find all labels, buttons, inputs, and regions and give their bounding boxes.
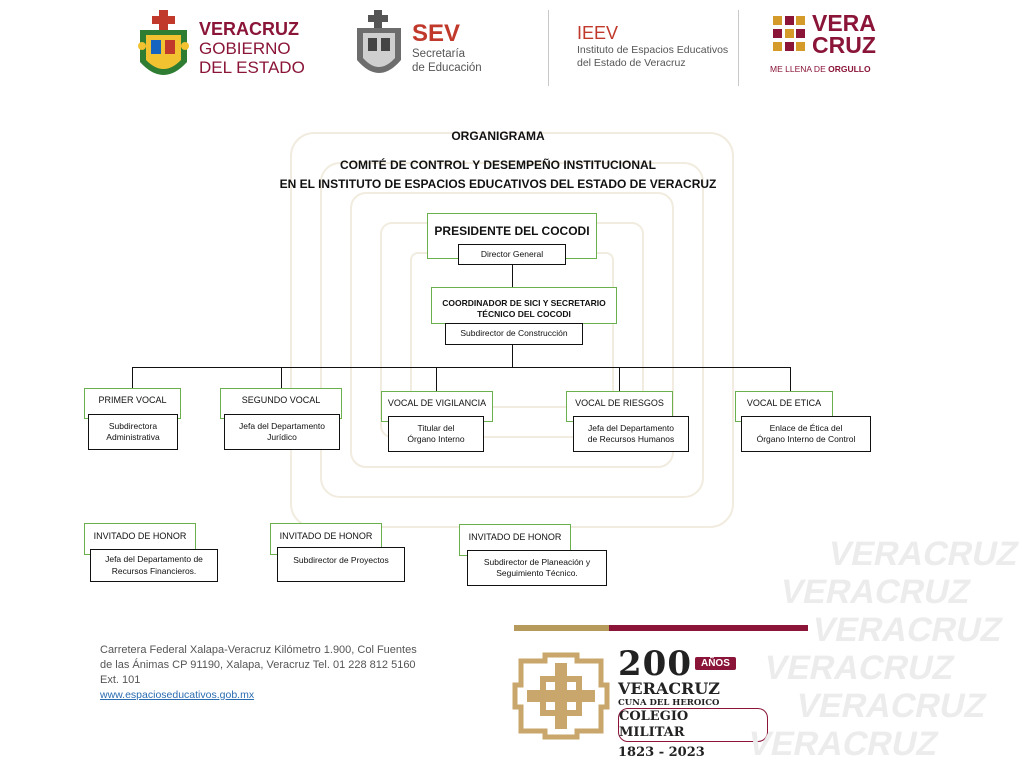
coordinator-title-box xyxy=(431,287,617,324)
veracruz-coat-of-arms-icon xyxy=(136,10,191,86)
anniversary-years: 1823 - 2023 xyxy=(618,745,705,760)
tagline-part-a: ME LLENA DE xyxy=(770,64,829,74)
coordinator-holder: Subdirector de Construcción xyxy=(460,328,568,339)
vocal-2-holder-box xyxy=(224,414,340,450)
watermark-line: VERACRUZ xyxy=(792,687,990,725)
connector-vocal-2 xyxy=(281,367,282,388)
sev-line1: Secretaría xyxy=(412,48,466,60)
vocal-1-holder-box xyxy=(88,414,178,450)
coordinator-title-line2: TÉCNICO DEL COCODI xyxy=(477,308,571,319)
ieev-line2: del Estado de Veracruz xyxy=(577,57,686,69)
ieev-abbr: IEEV xyxy=(577,23,619,43)
footer-address-line1: Carretera Federal Xalapa-Veracruz Kilómetro 1.900, Col Fuentes xyxy=(100,644,417,656)
sev-emblem-icon xyxy=(354,10,404,86)
guest-3-holder-line1: Subdirector de Planeación y xyxy=(483,556,591,567)
vocal-3-title: VOCAL DE VIGILANCIA xyxy=(387,398,487,408)
connector-vocal-4 xyxy=(619,367,620,391)
connector-coordinator-bus xyxy=(512,345,513,367)
anniversary-cuna: CUNA DEL HEROICO xyxy=(618,698,720,708)
footer-stripe-gold xyxy=(514,625,609,631)
sev-logo xyxy=(354,10,482,86)
anniversary-veracruz: VERACRUZ xyxy=(618,679,720,698)
anniversary-block xyxy=(618,644,768,762)
footer-watermark xyxy=(744,535,1022,763)
veracruz-logo-line3: DEL ESTADO xyxy=(199,57,305,77)
guest-1-holder-box xyxy=(90,549,218,582)
vocal-3-holder-line2: Órgano Interno xyxy=(407,434,465,444)
president-holder-box xyxy=(458,244,566,265)
watermark-line: VERACRUZ xyxy=(760,649,958,687)
guest-3-holder-line2: Seguimiento Técnico. xyxy=(496,568,578,578)
guest-2-holder-line1: Subdirector de Proyectos xyxy=(293,555,389,565)
watermark-line: VERACRUZ xyxy=(825,535,1022,573)
coordinator-holder-box xyxy=(445,323,583,345)
header-divider-1 xyxy=(548,10,549,86)
veracruz-gobierno-logo xyxy=(136,10,305,86)
sev-line2: de Educación xyxy=(412,62,482,74)
watermark-line: VERACRUZ xyxy=(808,611,1006,649)
connector-vocal-3 xyxy=(436,367,437,391)
anniversary-emblem-icon xyxy=(513,653,609,739)
vocal-5-holder-box xyxy=(741,416,871,452)
guest-3-title: INVITADO DE HONOR xyxy=(468,532,562,542)
guest-1-title: INVITADO DE HONOR xyxy=(93,531,187,541)
veracruz-brand-tagline xyxy=(770,64,871,74)
header-divider-2 xyxy=(738,10,739,86)
vocal-1-holder-line1: Subdirectora xyxy=(108,420,158,431)
footer-address xyxy=(100,643,417,703)
vocal-4-holder-line1: Jefa del Departamento xyxy=(588,422,674,433)
president-holder: Director General xyxy=(480,248,544,259)
page-subtitle-1: COMITÉ DE CONTROL Y DESEMPEÑO INSTITUCIONAL xyxy=(339,158,657,172)
footer-ext: Ext. 101 xyxy=(100,674,141,686)
vocal-4-holder-box xyxy=(573,416,689,452)
vocal-1-holder-line2: Administrativa xyxy=(106,432,160,442)
president-title: PRESIDENTE DEL COCODI xyxy=(434,224,590,238)
veracruz-logo-line1: VERACRUZ xyxy=(199,18,300,39)
vocal-2-holder-line2: Jurídico xyxy=(267,432,297,442)
vocal-4-title: VOCAL DE RIESGOS xyxy=(575,398,664,408)
connector-horizontal-bus xyxy=(132,367,790,368)
veracruz-brand-pattern-icon xyxy=(770,13,808,55)
tagline-part-b: ORGULLO xyxy=(828,64,871,74)
watermark-line: VERACRUZ xyxy=(777,573,974,611)
anniversary-colegio: COLEGIO MILITAR xyxy=(618,708,768,742)
vocal-4-holder-line2: de Recursos Humanos xyxy=(587,434,675,444)
page-subtitle-2: EN EL INSTITUTO DE ESPACIOS EDUCATIVOS DEL ESTADO DE VERACRUZ xyxy=(279,177,717,191)
connector-vocal-5 xyxy=(790,367,791,391)
anniversary-number: 200 xyxy=(618,644,692,684)
footer-website-link[interactable]: www.espacioseducativos.gob.mx xyxy=(100,689,255,701)
guest-1-holder-line2: Recursos Financieros. xyxy=(111,565,197,576)
footer-stripe-maroon xyxy=(609,625,808,631)
guest-2-title: INVITADO DE HONOR xyxy=(279,531,373,541)
guest-2-holder-box xyxy=(277,547,405,582)
connector-vocal-1 xyxy=(132,367,133,388)
guest-1-holder-line1: Jefa del Departamento de xyxy=(105,554,203,565)
veracruz-brand-line1: VERA xyxy=(812,10,876,36)
vocal-3-holder-box xyxy=(388,416,484,452)
footer-address-line2: de las Ánimas CP 91190, Xalapa, Veracruz Tel. 01 228 812 5160 xyxy=(100,659,416,671)
veracruz-brand-line2: CRUZ xyxy=(812,32,876,58)
coordinator-title-line1: COORDINADOR DE SICI Y SECRETARIO xyxy=(442,298,606,309)
vocal-3-holder-line1: Titular del xyxy=(417,422,455,433)
sev-abbr: SEV xyxy=(412,20,461,47)
vocal-2-title: SEGUNDO VOCAL xyxy=(241,395,321,405)
vocal-2-holder-line1: Jefa del Departamento xyxy=(239,420,325,431)
vocal-5-holder-line1: Enlace de Ética del xyxy=(769,422,843,433)
anniversary-anos-badge: AÑOS xyxy=(695,657,736,670)
vocal-5-title: VOCAL DE ETICA xyxy=(746,398,822,408)
watermark-line: VERACRUZ xyxy=(744,725,942,763)
guest-3-holder-box xyxy=(467,550,607,586)
veracruz-logo-line2: GOBIERNO xyxy=(199,38,291,58)
veracruz-brand-logo xyxy=(770,12,876,74)
vocal-1-title: PRIMER VOCAL xyxy=(98,395,167,405)
ieev-line1: Instituto de Espacios Educativos xyxy=(577,44,729,56)
vocal-5-holder-line2: Órgano Interno de Control xyxy=(756,434,856,444)
ieev-logo xyxy=(577,22,728,70)
page-title: ORGANIGRAMA xyxy=(451,129,545,143)
connector-president-coordinator xyxy=(512,265,513,287)
